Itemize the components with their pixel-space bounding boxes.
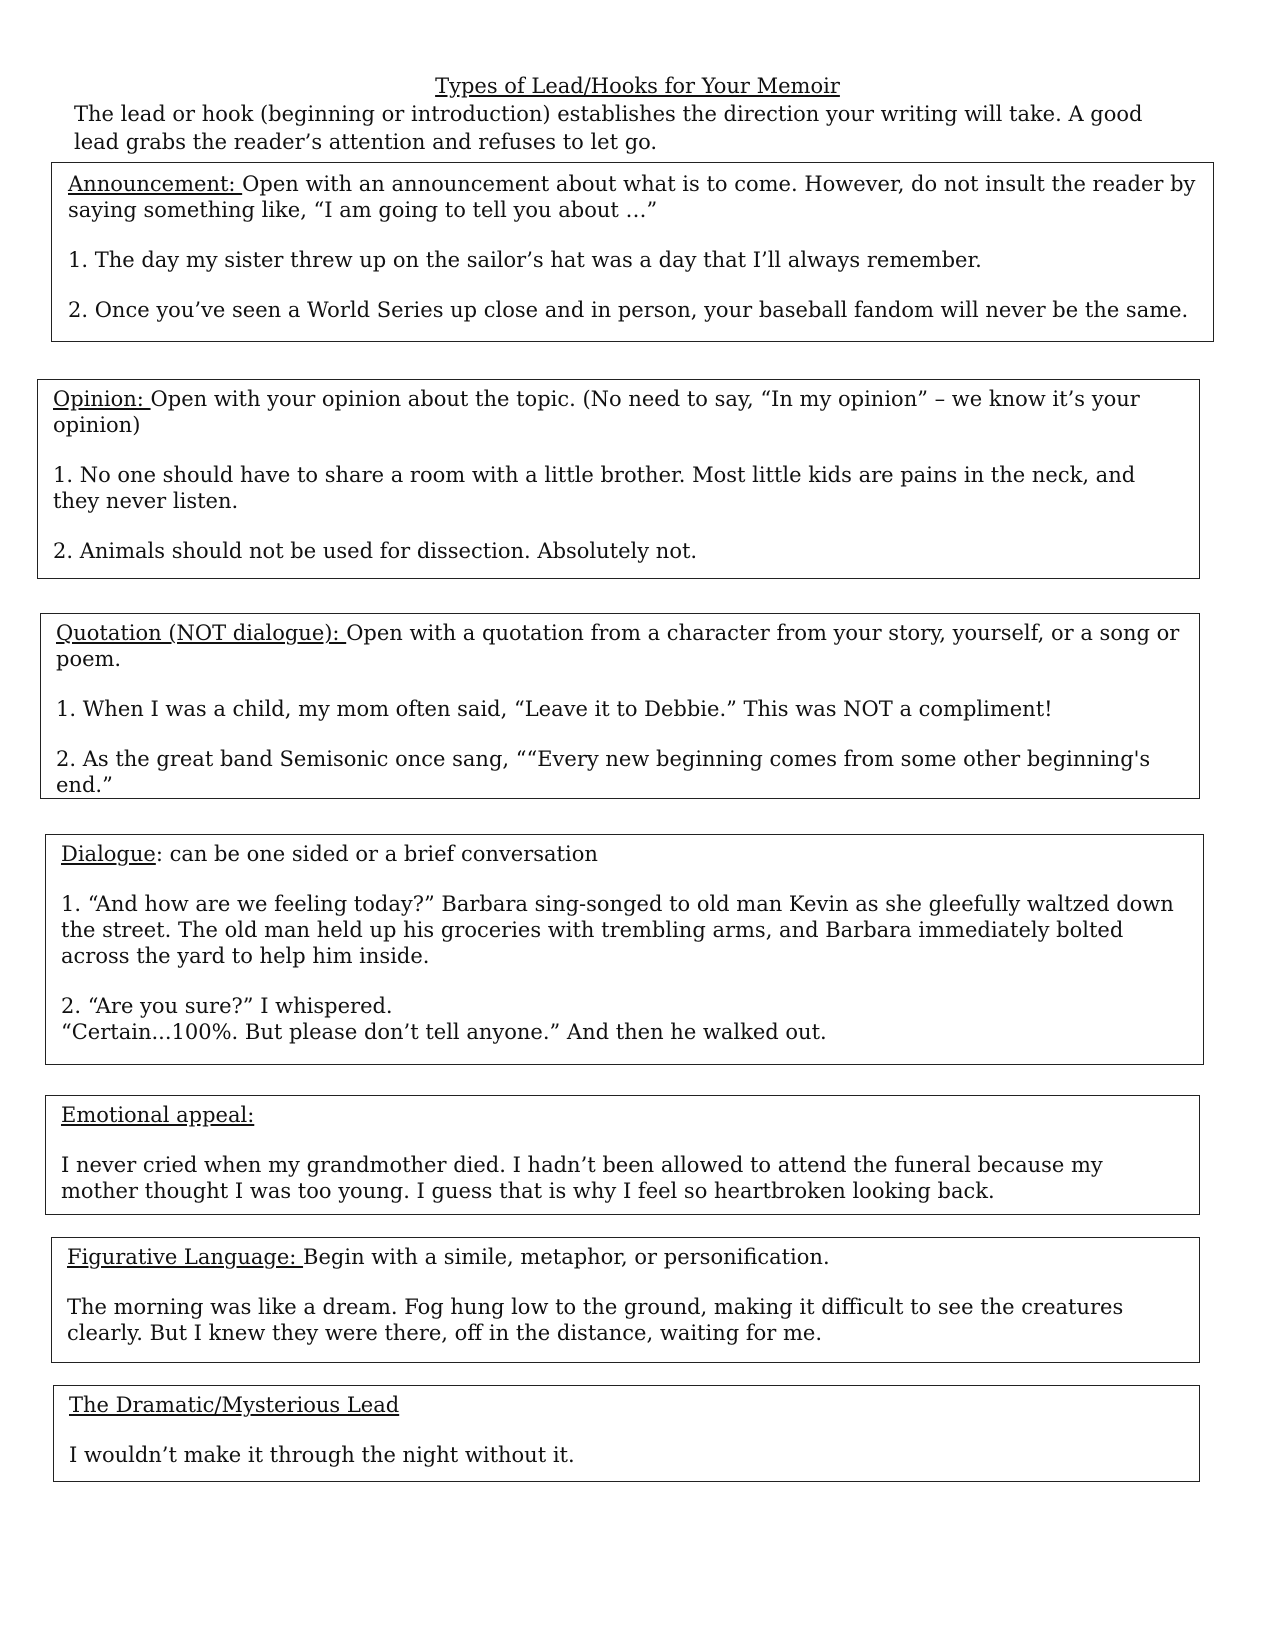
quotation-box — [40, 613, 1200, 799]
dramatic-lead-box — [53, 1385, 1200, 1482]
example-1: 1. The day my sister threw up on the sailor’s hat was a day that I’ll always remember. — [68, 248, 982, 272]
example-2 — [61, 993, 1189, 1045]
example-2: 2. As the great band Semisonic once sang, ““Every new beginning comes from some other beginning's end.” — [56, 747, 1151, 797]
dramatic-lead-heading: The Dramatic/Mysterious Lead — [69, 1393, 400, 1417]
figurative-language-box — [51, 1237, 1200, 1363]
opinion-heading — [53, 386, 1185, 438]
section-label: Announcement: — [68, 172, 243, 196]
section-description: Open with your opinion about the topic. (No need to say, “In my opinion” – we know it’s your opinion) — [53, 387, 1140, 437]
announcement-box — [51, 162, 1214, 342]
example-2: 2. Once you’ve seen a World Series up close and in person, your baseball fandom will never be the same. — [68, 298, 1189, 322]
emotional-appeal-box — [45, 1095, 1200, 1215]
example-2: 2. Animals should not be used for dissection. Absolutely not. — [53, 539, 698, 563]
opinion-box — [37, 379, 1200, 579]
section-description: Begin with a simile, metaphor, or personification. — [303, 1245, 830, 1269]
example-1: I never cried when my grandmother died. I hadn’t been allowed to attend the funeral because my mother thought I was too young. I guess that is why I feel so heartbroken looking back. — [61, 1153, 1103, 1203]
page-title: Types of Lead/Hooks for Your Memoir — [435, 74, 840, 98]
dialogue-box — [45, 834, 1204, 1065]
example-1: 1. When I was a child, my mom often said, “Leave it to Debbie.” This was NOT a compliment! — [56, 697, 1053, 721]
example-1: The morning was like a dream. Fog hung low to the ground, making it difficult to see the creatures clearly. But I knew they were there, off in the distance, waiting for me. — [67, 1295, 1124, 1345]
section-description: Open with a quotation from a character from your story, yourself, or a song or poem. — [56, 621, 1180, 671]
announcement-heading — [68, 171, 1197, 223]
section-label: Opinion: — [53, 387, 151, 411]
quotation-heading — [56, 620, 1185, 672]
example-1: 1. No one should have to share a room with a little brother. Most little kids are pains in the neck, and they never listen. — [53, 463, 1136, 513]
section-description: : can be one sided or a brief conversation — [155, 842, 598, 866]
section-label: Figurative Language: — [67, 1245, 304, 1269]
emotional-appeal-heading: Emotional appeal: — [61, 1103, 255, 1127]
figurative-language-heading — [67, 1244, 1185, 1270]
intro-paragraph: The lead or hook (beginning or introduction) establishes the direction your writing will take. A good lead grabs the reader’s attention and refuses to let go. — [74, 102, 1143, 154]
example-1: 1. “And how are we feeling today?” Barbara sing-songed to old man Kevin as she gleefully waltzed down the street. The old man held up his groceries with trembling arms, and Barbara immediately bolted across the yard to help him inside. — [61, 892, 1174, 968]
section-label: Quotation (NOT dialogue): — [56, 621, 347, 645]
section-description: Open with an announcement about what is to come. However, do not insult the reader by saying something like, “I am going to tell you about …” — [68, 172, 1196, 222]
example-2-line-2: “Certain...100%. But please don’t tell anyone.” And then he walked out. — [61, 1020, 827, 1044]
section-label: Dialogue — [61, 842, 156, 866]
example-1: I wouldn’t make it through the night without it. — [69, 1443, 575, 1467]
example-2-line-1: 2. “Are you sure?” I whispered. — [61, 994, 393, 1018]
dialogue-heading — [61, 841, 1189, 867]
